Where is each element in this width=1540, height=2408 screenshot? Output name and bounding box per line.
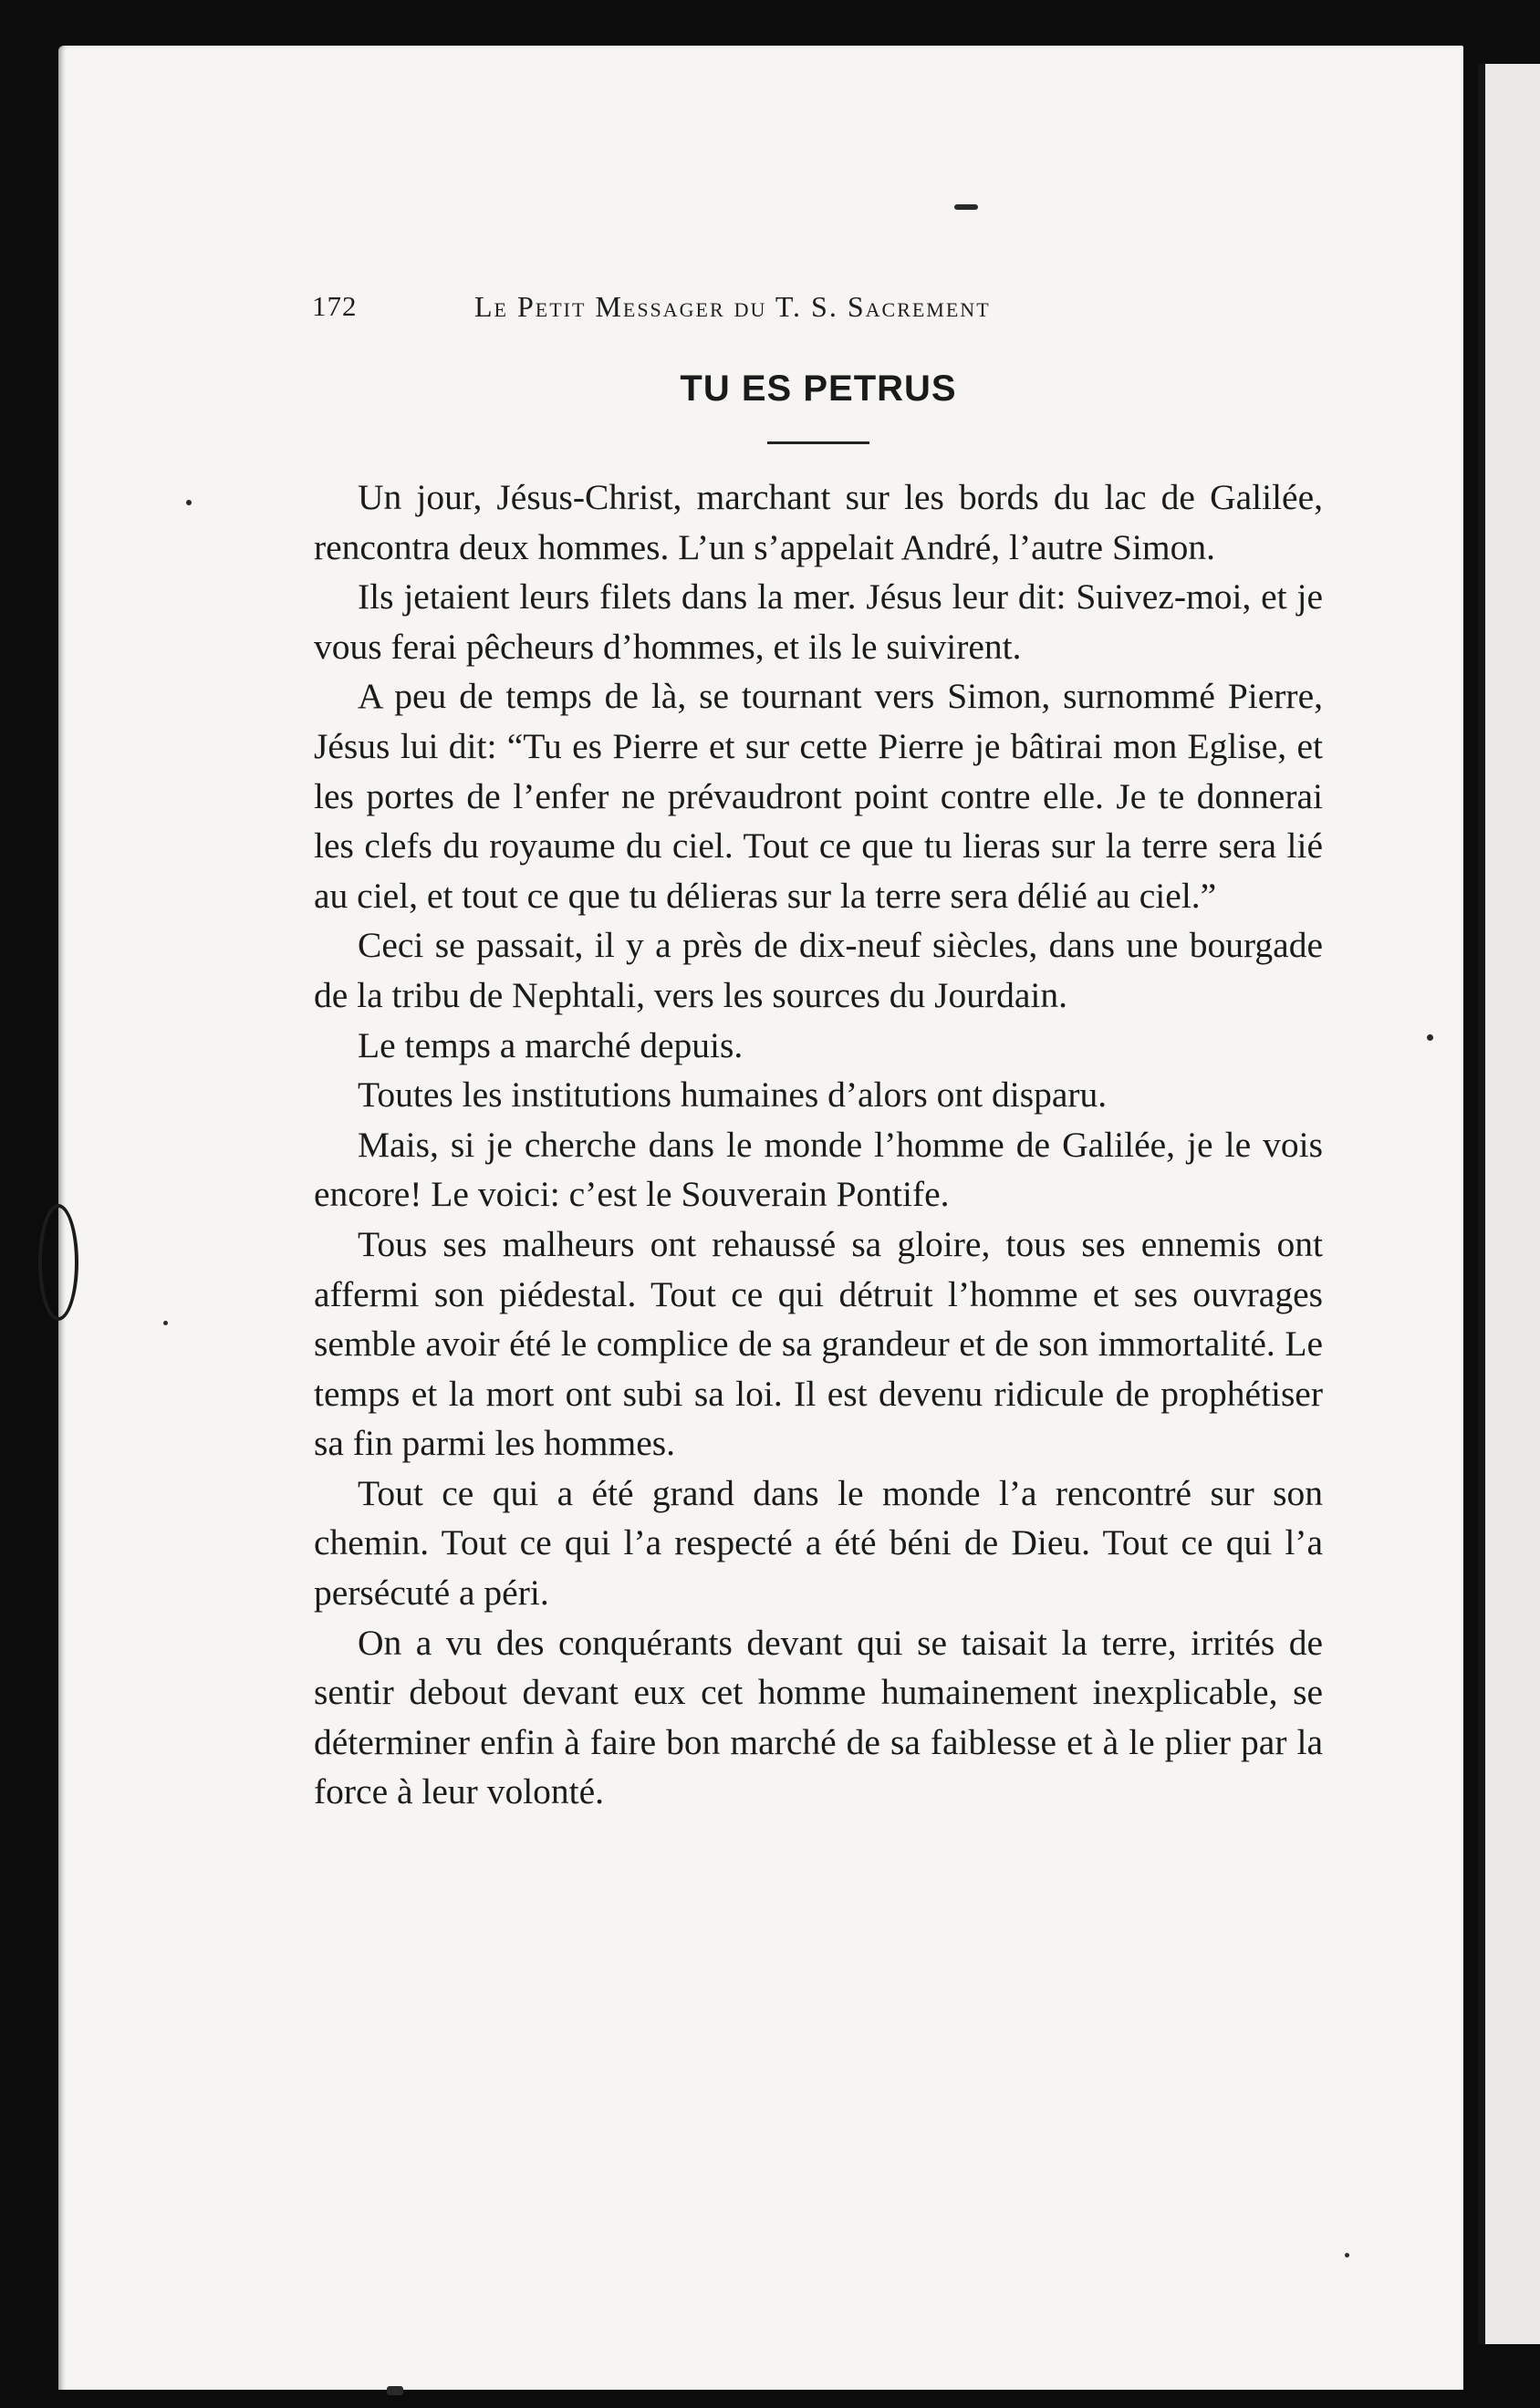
paragraph: A peu de temps de là, se tournant vers Simon, surnommé Pierre, Jésus lui dit: “Tu es Pierre et sur cette Pierre je bâtirai mon Eglise, et les portes de l’enfer ne prévaudront point contre elle. Je te donnerai les clefs du royaume du ciel. Tout ce que tu lieras sur la terre sera lié au ciel, et tout ce que tu délieras sur la terre sera délié au ciel.” [314,676,1323,916]
journal-title: Le Petit Messager du T. S. Sacrement [474,290,991,323]
paragraph: Toutes les institutions humaines d’alors ont disparu. [358,1074,1108,1116]
running-head [312,290,1179,330]
adjacent-page-edge [1478,64,1540,2344]
paragraph: Tout ce qui a été grand dans le monde l’a rencontré sur son chemin. Tout ce qui l’a respecté a été béni de Dieu. Tout ce qui l’a persécuté a péri. [314,1472,1323,1614]
binding-mark [38,1204,78,1321]
page-number: 172 [312,290,358,322]
paragraph: Ceci se passait, il y a près de dix-neuf siècles, dans une bourgade de la tribu de Nephtali, vers les sources du Jourdain. [314,925,1323,1015]
article-title: TU ES PETRUS [680,368,957,409]
article-body [314,472,1323,1817]
paragraph: Un jour, Jésus-Christ, marchant sur les bords du lac de Galilée, rencontra deux hommes. L’un s’appelait André, l’autre Simon. [314,477,1323,567]
paragraph: Mais, si je cherche dans le monde l’homme de Galilée, je le vois encore! Le voici: c’est le Souverain Pontife. [314,1124,1323,1215]
paragraph: Tous ses malheurs ont rehaussé sa gloire, tous ses ennemis ont affermi son piédestal. Tout ce qui détruit l’homme et ses ouvrages semble avoir été le complice de sa grandeur et de son immortalité. Le temps et la mort ont subi sa loi. Il est devenu ridicule de prophétiser sa fin parmi les hommes. [314,1223,1323,1464]
paragraph: Ils jetaient leurs filets dans la mer. Jésus leur dit: Suivez-moi, et je vous ferai pêcheurs d’hommes, et ils le suivirent. [314,576,1323,667]
paragraph: Le temps a marché depuis. [358,1024,744,1065]
paragraph: On a vu des conquérants devant qui se taisait la terre, irrités de sentir debout devant eux cet homme humainement inexplicable, se déterminer enfin à faire bon marché de sa faiblesse et à le plier par la force à leur volonté. [314,1622,1323,1812]
title-divider [767,441,869,444]
